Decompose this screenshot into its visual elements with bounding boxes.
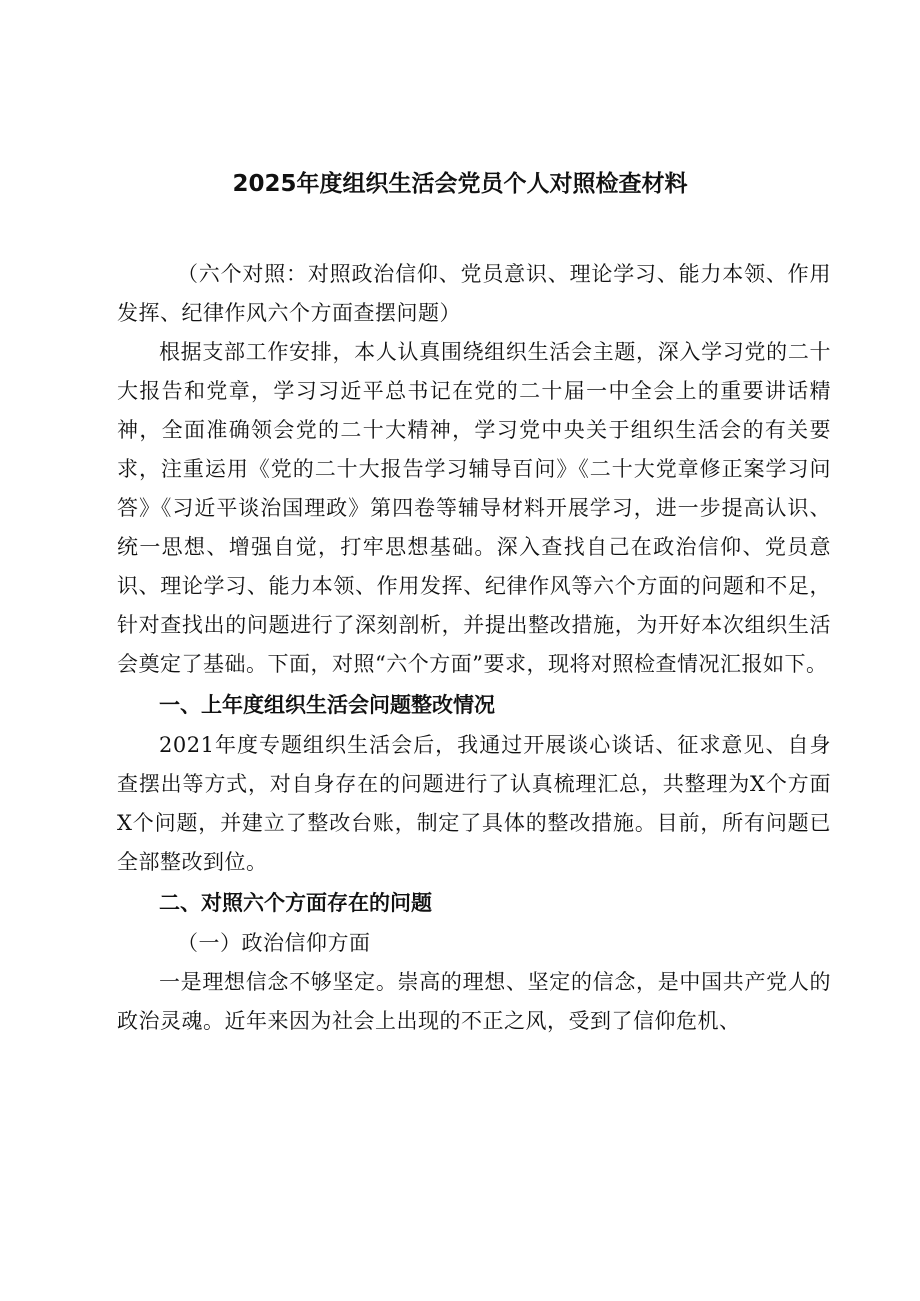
document-title: 2025年度组织生活会党员个人对照检查材料 [232,171,688,197]
section-2-heading: 二、对照六个方面存在的问题 [159,891,432,915]
subtitle-note: （六个对照：对照政治信仰、党员意识、理论学习、能力本领、作用发挥、纪律作风六个方面查摆问题） [117,262,831,325]
document-body [117,255,831,1041]
subsection-1-paragraph: 一是理想信念不够坚定。崇高的理想、坚定的信念，是中国共产党人的政治灵魂。近年来因为社会上出现的不正之风，受到了信仰危机、 [117,970,831,1033]
section-1-heading: 一、上年度组织生活会问题整改情况 [159,693,495,717]
subsection-1-heading: （一）政治信仰方面 [177,931,371,955]
intro-paragraph: 根据支部工作安排，本人认真围绕组织生活会主题，深入学习党的二十大报告和党章，学习习近平总书记在党的二十届一中全会上的重要讲话精神，全面准确领会党的二十大精神，学习党中央关于组织生活会的有关要求，注重运用《党的二十大报告学习辅导百问》《二十大党章修正案学习问答》《习近平谈治国理政》第四卷等辅导材料开展学习，进一步提高认识、统一思想、增强自觉，打牢思想基础。深入查找自己在政治信仰、党员意识、理论学习、能力本领、作用发挥、纪律作风等六个方面的问题和不足，针对查找出的问题进行了深刻剖析，并提出整改措施，为开好本次组织生活会奠定了基础。下面，对照“六个方面”要求，现将对照检查情况汇报如下。 [117,340,831,676]
section-1-paragraph: 2021年度专题组织生活会后，我通过开展谈心谈话、征求意见、自身查摆出等方式，对自身存在的问题进行了认真梳理汇总，共整理为X个方面X个问题，并建立了整改台账，制定了具体的整改措施。目前，所有问题已全部整改到位。 [117,733,831,874]
